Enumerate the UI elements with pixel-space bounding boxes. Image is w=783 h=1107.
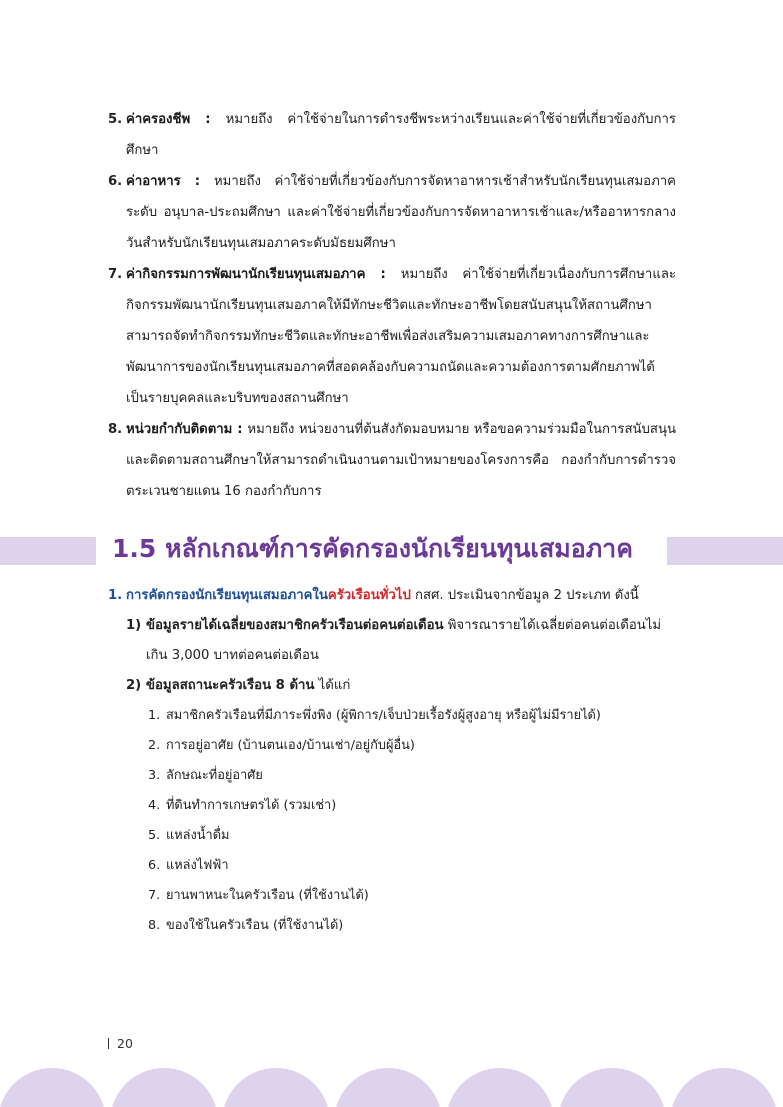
criteria-term-red: ครัวเรือนทั่วไป: [327, 588, 411, 603]
term-separator: :: [232, 422, 248, 437]
section-title: 1.5 หลักเกณฑ์การคัดกรองนักเรียนทุนเสมอภาค: [112, 534, 633, 563]
factor-text: ที่ดินทำการเกษตรได้ (รวมเช่า): [166, 798, 337, 813]
sub-text: ได้แก่: [314, 678, 351, 693]
list-item: [148, 791, 676, 821]
item-number: 7.: [108, 267, 123, 282]
factor-text: แหล่งน้ำดื่ม: [166, 828, 230, 843]
definition-term: หน่วยกำกับติดตาม: [126, 422, 233, 437]
item-number: 8.: [108, 422, 123, 437]
term-separator: :: [365, 267, 401, 282]
list-item: [148, 911, 676, 941]
sub-criterion: [126, 611, 676, 671]
factor-number: 8.: [148, 918, 161, 933]
definition-text: หมายถึง ค่าใช้จ่ายที่เกี่ยวเนื่องกับการศึกษาและกิจกรรมพัฒนานักเรียนทุนเสมอภาคให้มีทักษะชีวิตและทักษะอาชีพโดยสนับสนุนให้สถานศึกษาสามารถจัดทำกิจกรรมทักษะชีวิตและทักษะอาชีพเพื่อส่งเสริมความเสมอภาคทางการศึกษาและพัฒนาการของนักเรียนทุนเสมอภาคที่สอดคล้องกับความถนัดและความต้องการตามศักยภาพได้เป็นรายบุคคลและบริบทของสถานศึกษา: [126, 267, 676, 406]
screening-criteria: [108, 580, 676, 941]
definition-item: [108, 414, 676, 507]
household-factor-list: [148, 701, 676, 941]
item-number: 1.: [108, 588, 123, 603]
term-separator: :: [180, 174, 214, 189]
sub-text: พิจารณารายได้เฉลี่ยต่อคนต่อเดือนไม่เกิน 3,000 บาทต่อคนต่อเดือน: [146, 618, 662, 663]
footer-circle: [110, 1068, 218, 1107]
definition-text: หมายถึง หน่วยงานที่ต้นสังกัดมอบหมาย หรือขอความร่วมมือในการสนับสนุน และติดตามสถานศึกษาให้สามารถดำเนินงานตามเป้าหมายของโครงการคือ กองกำกับการตำรวจตระเวนชายแดน 16 กองกำกับการ: [126, 422, 676, 499]
definition-item: [108, 166, 676, 259]
factor-text: ลักษณะที่อยู่อาศัย: [166, 768, 263, 783]
list-item: [148, 881, 676, 911]
factor-text: ยานพาหนะในครัวเรือน (ที่ใช้งานได้): [166, 888, 369, 903]
item-number: 6.: [108, 174, 123, 189]
page-number-divider: [108, 1038, 109, 1049]
footer-decoration: [0, 1068, 783, 1107]
definition-item: [108, 259, 676, 414]
item-number: 5.: [108, 112, 123, 127]
footer-circle: [222, 1068, 330, 1107]
criteria-text: กสศ. ประเมินจากข้อมูล 2 ประเภท ดังนี้: [410, 588, 639, 603]
criteria-term-blue: การคัดกรองนักเรียนทุนเสมอภาคใน: [126, 588, 328, 603]
factor-number: 7.: [148, 888, 161, 903]
band-left-decoration: [0, 537, 96, 565]
footer-circle: [334, 1068, 442, 1107]
definition-term: ค่าครองชีพ: [126, 112, 191, 127]
list-item: [148, 821, 676, 851]
sub-term: ข้อมูลสถานะครัวเรือน 8 ด้าน: [146, 678, 315, 693]
footer-circle: [0, 1068, 106, 1107]
factor-text: สมาชิกครัวเรือนที่มีภาระพึ่งพิง (ผู้พิการ/เจ็บป่วยเรื้อรังผู้สูงอายุ หรือผู้ไม่มีรายได้): [166, 708, 601, 723]
footer-circle: [670, 1068, 778, 1107]
factor-number: 5.: [148, 828, 161, 843]
list-item: [148, 851, 676, 881]
definition-list: [108, 104, 676, 507]
sub-term: ข้อมูลรายได้เฉลี่ยของสมาชิกครัวเรือนต่อคนต่อเดือน: [146, 618, 444, 633]
footer-circle: [558, 1068, 666, 1107]
factor-number: 1.: [148, 708, 161, 723]
band-right-decoration: [667, 537, 783, 565]
term-separator: :: [190, 112, 226, 127]
definition-term: ค่าอาหาร: [126, 174, 181, 189]
sub-number: 2): [126, 678, 142, 693]
factor-number: 2.: [148, 738, 161, 753]
factor-text: แหล่งไฟฟ้า: [166, 858, 229, 873]
factor-text: การอยู่อาศัย (บ้านตนเอง/บ้านเช่า/อยู่กับผู้อื่น): [166, 738, 415, 753]
definition-term: ค่ากิจกรรมการพัฒนานักเรียนทุนเสมอภาค: [126, 267, 366, 282]
factor-text: ของใช้ในครัวเรือน (ที่ใช้งานได้): [166, 918, 344, 933]
footer-circle: [446, 1068, 554, 1107]
factor-number: 4.: [148, 798, 161, 813]
list-item: [148, 731, 676, 761]
page-number: [108, 1036, 133, 1051]
factor-number: 6.: [148, 858, 161, 873]
definition-item: [108, 104, 676, 166]
definition-text: หมายถึง ค่าใช้จ่ายที่เกี่ยวข้องกับการจัดหาอาหารเช้าสำหรับนักเรียนทุนเสมอภาคระดับ อนุบาล-ประถมศึกษา และค่าใช้จ่ายที่เกี่ยวข้องกับการจัดหาอาหารเช้าและ/หรืออาหารกลางวันสำหรับนักเรียนทุนเสมอภาคระดับมัธยมศึกษา: [126, 174, 676, 251]
sub-criterion: [126, 671, 676, 701]
factor-number: 3.: [148, 768, 161, 783]
sub-number: 1): [126, 618, 142, 633]
page-number-value: 20: [117, 1036, 133, 1051]
list-item: [148, 701, 676, 731]
criteria-heading: [108, 580, 676, 611]
definition-text: หมายถึง ค่าใช้จ่ายในการดำรงชีพระหว่างเรียนและค่าใช้จ่ายที่เกี่ยวข้องกับการศึกษา: [126, 112, 676, 158]
list-item: [148, 761, 676, 791]
